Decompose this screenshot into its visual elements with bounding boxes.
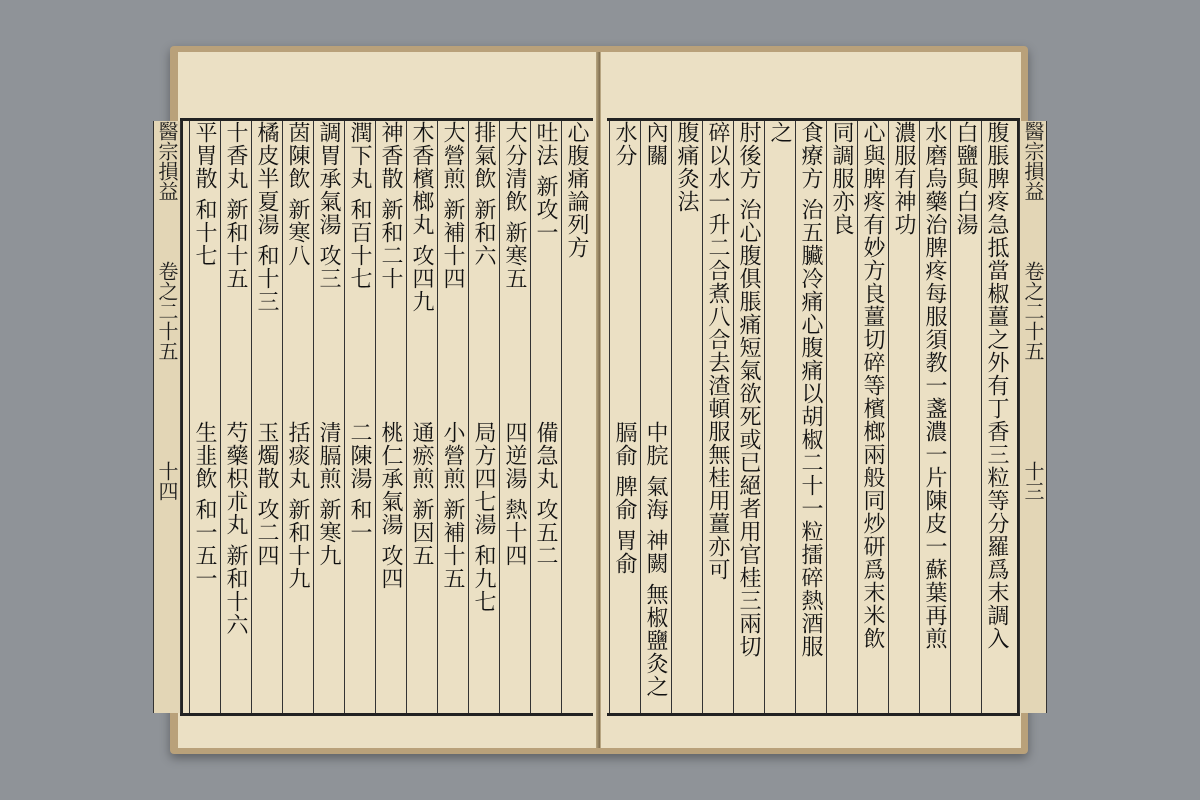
left-page-text-column xyxy=(530,121,560,713)
column-upper-text: 大營煎 新補十四 xyxy=(440,121,465,290)
right-page-text-column xyxy=(702,121,732,713)
left-page xyxy=(155,52,599,748)
column-upper-text: 心腹痛論列方 xyxy=(564,121,589,259)
left-page-text-column xyxy=(499,121,529,713)
column-upper-text: 橘皮半夏湯 和十三 xyxy=(254,121,279,313)
left-page-text-column xyxy=(189,121,219,713)
right-page-text-column xyxy=(640,121,670,713)
right-page-text-column xyxy=(826,121,856,713)
column-upper-text: 大分清飲 新寒五 xyxy=(502,121,527,290)
column-lower-text: 桃仁承氣湯 攻四 xyxy=(378,421,403,590)
column-upper-text: 腹痛灸法 xyxy=(674,121,699,213)
column-upper-text: 水磨烏藥治脾疼每服須教一盞濃一片陳皮一蘇葉再煎 xyxy=(922,121,947,650)
column-upper-text: 肘後方 治心腹俱脹痛短氣欲死或已絕者用官桂三兩切 xyxy=(736,121,761,658)
left-page-margin-title: 醫宗損益卷之二十五十四 xyxy=(153,121,181,713)
column-upper-text: 腹脹脾疼急抵當椒薑之外有丁香三粒等分羅爲末調入 xyxy=(984,121,1009,650)
right-page-text-column xyxy=(950,121,980,713)
left-page-text-column xyxy=(561,121,591,713)
left-page-text-column xyxy=(220,121,250,713)
column-upper-text: 平胃散 和十七 xyxy=(192,121,217,267)
right-page-text-column xyxy=(733,121,763,713)
left-page-text-column xyxy=(375,121,405,713)
right-page-text-column xyxy=(609,121,639,713)
column-lower-text: 生韭飲 和一五一 xyxy=(192,421,217,590)
column-upper-text: 吐法 新攻一 xyxy=(533,121,558,244)
column-lower-text: 清膈煎 新寒九 xyxy=(316,421,341,567)
right-page-margin-title: 醫宗損益卷之二十五十三 xyxy=(1019,121,1047,713)
column-lower-text: 二陳湯 和一 xyxy=(347,421,372,544)
column-upper-text: 潤下丸 和百十七 xyxy=(347,121,372,290)
right-page-frame xyxy=(607,118,1045,716)
left-page-text-column xyxy=(313,121,343,713)
right-page-text-column xyxy=(888,121,918,713)
column-lower-text: 備急丸 攻五二 xyxy=(533,421,558,567)
column-upper-text: 碎以水一升二合煮八合去渣頓服無桂用薑亦可 xyxy=(705,121,730,581)
column-upper-text: 木香檳榔丸 攻四九 xyxy=(409,121,434,313)
column-upper-text: 食療方 治五臟冷痛心腹痛以胡椒二十一粒擂碎熱酒服 xyxy=(798,121,823,658)
left-page-text-column xyxy=(251,121,281,713)
column-upper-text: 內關 xyxy=(643,121,668,167)
column-lower-text: 芍藥枳朮丸 新和十六 xyxy=(223,421,248,636)
column-upper-text: 調胃承氣湯 攻三 xyxy=(316,121,341,290)
column-lower-text: 玉燭散 攻二四 xyxy=(254,421,279,567)
column-lower-text: 通瘀煎 新因五 xyxy=(409,421,434,567)
left-page-text-column xyxy=(406,121,436,713)
right-page-text-column xyxy=(795,121,825,713)
column-upper-text: 排氣飲 新和六 xyxy=(471,121,496,267)
right-page-text-column xyxy=(764,121,794,713)
column-upper-text: 濃服有神功 xyxy=(891,121,916,236)
column-lower-text: 四逆湯 熱十四 xyxy=(502,421,527,567)
left-page-frame xyxy=(155,118,593,716)
right-page-text-column xyxy=(919,121,949,713)
column-upper-text: 水分 xyxy=(612,121,637,167)
right-page-text-column xyxy=(857,121,887,713)
right-page-text-column xyxy=(671,121,701,713)
left-page-text-column xyxy=(282,121,312,713)
column-lower-text: 括痰丸 新和十九 xyxy=(285,421,310,590)
column-lower-text: 小營煎 新補十五 xyxy=(440,421,465,590)
right-page-text-column xyxy=(981,121,1011,713)
left-page-text-column xyxy=(437,121,467,713)
column-upper-text: 十香丸 新和十五 xyxy=(223,121,248,290)
open-book xyxy=(155,46,1045,754)
right-page xyxy=(600,52,1045,748)
column-lower-text: 局方四七湯 和九七 xyxy=(471,421,496,613)
column-upper-text: 心與脾疼有妙方良薑切碎等檳榔兩般同炒研爲末米飲 xyxy=(860,121,885,650)
left-page-text-column xyxy=(344,121,374,713)
column-upper-text: 白鹽與白湯 xyxy=(953,121,978,236)
column-upper-text: 之 xyxy=(767,121,792,144)
column-upper-text: 神香散 新和二十 xyxy=(378,121,403,290)
column-upper-text: 同調服亦良 xyxy=(829,121,854,236)
column-lower-text: 中脘 氣海 神闕 無椒鹽灸之 xyxy=(643,421,668,698)
left-page-text-column xyxy=(468,121,498,713)
column-upper-text: 茵陳飲 新寒八 xyxy=(285,121,310,267)
column-lower-text: 膈俞 脾俞 胃俞 xyxy=(612,421,637,575)
